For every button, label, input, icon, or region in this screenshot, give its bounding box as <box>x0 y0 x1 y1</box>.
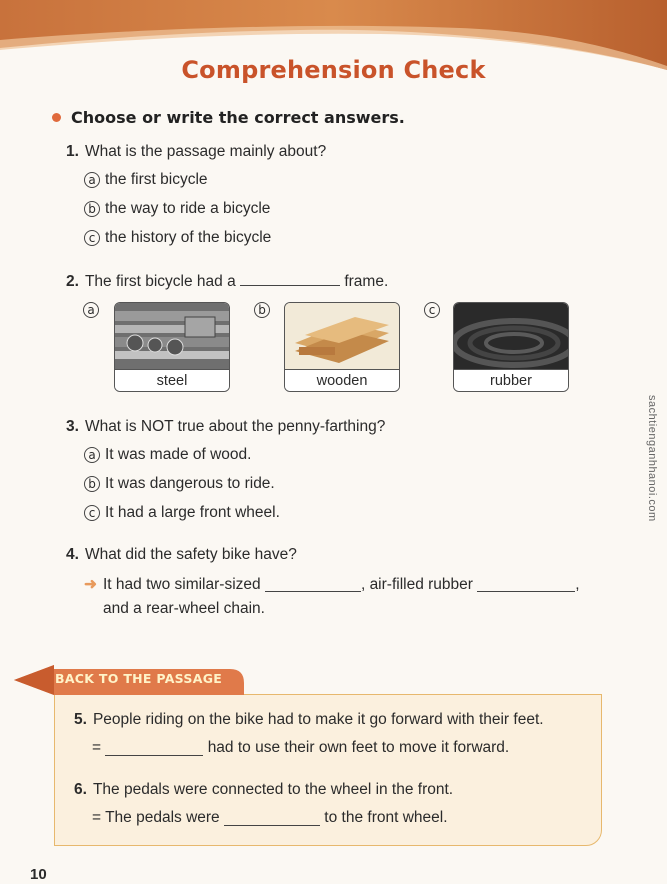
q5-answer: = had to use their own feet to move it forward. <box>92 739 510 756</box>
q2-answer-blank[interactable] <box>240 271 340 286</box>
steel-beams-image <box>115 303 229 369</box>
question-3: 3. What is NOT true about the penny-farthing? <box>66 418 386 435</box>
question-4: 4. What did the safety bike have? <box>66 546 297 563</box>
q2-picture-wooden[interactable] <box>284 302 400 392</box>
bullet-icon <box>52 113 61 122</box>
q5-answer-blank[interactable] <box>105 741 203 756</box>
q6-answer: = The pedals were to the front wheel. <box>92 809 448 826</box>
question-6: 6. The pedals were connected to the wheel in the front. <box>74 781 454 798</box>
q2-picture-steel[interactable] <box>114 302 230 392</box>
q4-answer-blank-2[interactable] <box>477 577 575 592</box>
q4-answer-line-2: and a rear-wheel chain. <box>103 600 265 617</box>
page-title: Comprehension Check <box>181 56 486 84</box>
instruction <box>52 108 405 127</box>
question-1: 1. What is the passage mainly about? <box>66 143 327 160</box>
q1-option-c[interactable]: c the history of the bicycle <box>84 229 271 247</box>
q2-picture-rubber[interactable] <box>453 302 569 392</box>
rubber-rolls-image <box>454 303 568 369</box>
arrow-icon: ➜ <box>84 576 97 593</box>
q3-option-a[interactable]: a It was made of wood. <box>84 446 251 464</box>
question-2: 2. The first bicycle had a frame. <box>66 273 389 290</box>
q2-picture-b-letter[interactable]: b <box>254 302 270 318</box>
page-number: 10 <box>30 866 47 883</box>
q3-option-c[interactable]: c It had a large front wheel. <box>84 504 280 522</box>
instruction-text: Choose or write the correct answers. <box>71 108 405 127</box>
picture-label-steel: steel <box>115 369 229 392</box>
q2-picture-c-letter[interactable]: c <box>424 302 440 318</box>
wooden-planks-image <box>285 303 399 369</box>
picture-label-wooden: wooden <box>285 369 399 392</box>
q1-option-b[interactable]: b the way to ride a bicycle <box>84 200 270 218</box>
question-5: 5. People riding on the bike had to make it go forward with their feet. <box>74 711 544 728</box>
q1-option-a[interactable]: a the first bicycle <box>84 171 208 189</box>
side-watermark: sachtienganhhanoi.com <box>646 395 658 522</box>
back-to-passage-label: BACK TO THE PASSAGE <box>55 671 223 686</box>
q4-answer-blank-1[interactable] <box>265 577 361 592</box>
q6-answer-blank[interactable] <box>224 811 320 826</box>
picture-label-rubber: rubber <box>454 369 568 392</box>
q4-answer: ➜ It had two similar-sized , air-filled rubber , <box>84 575 580 593</box>
q3-option-b[interactable]: b It was dangerous to ride. <box>84 475 275 493</box>
q2-picture-a-letter[interactable]: a <box>83 302 99 318</box>
